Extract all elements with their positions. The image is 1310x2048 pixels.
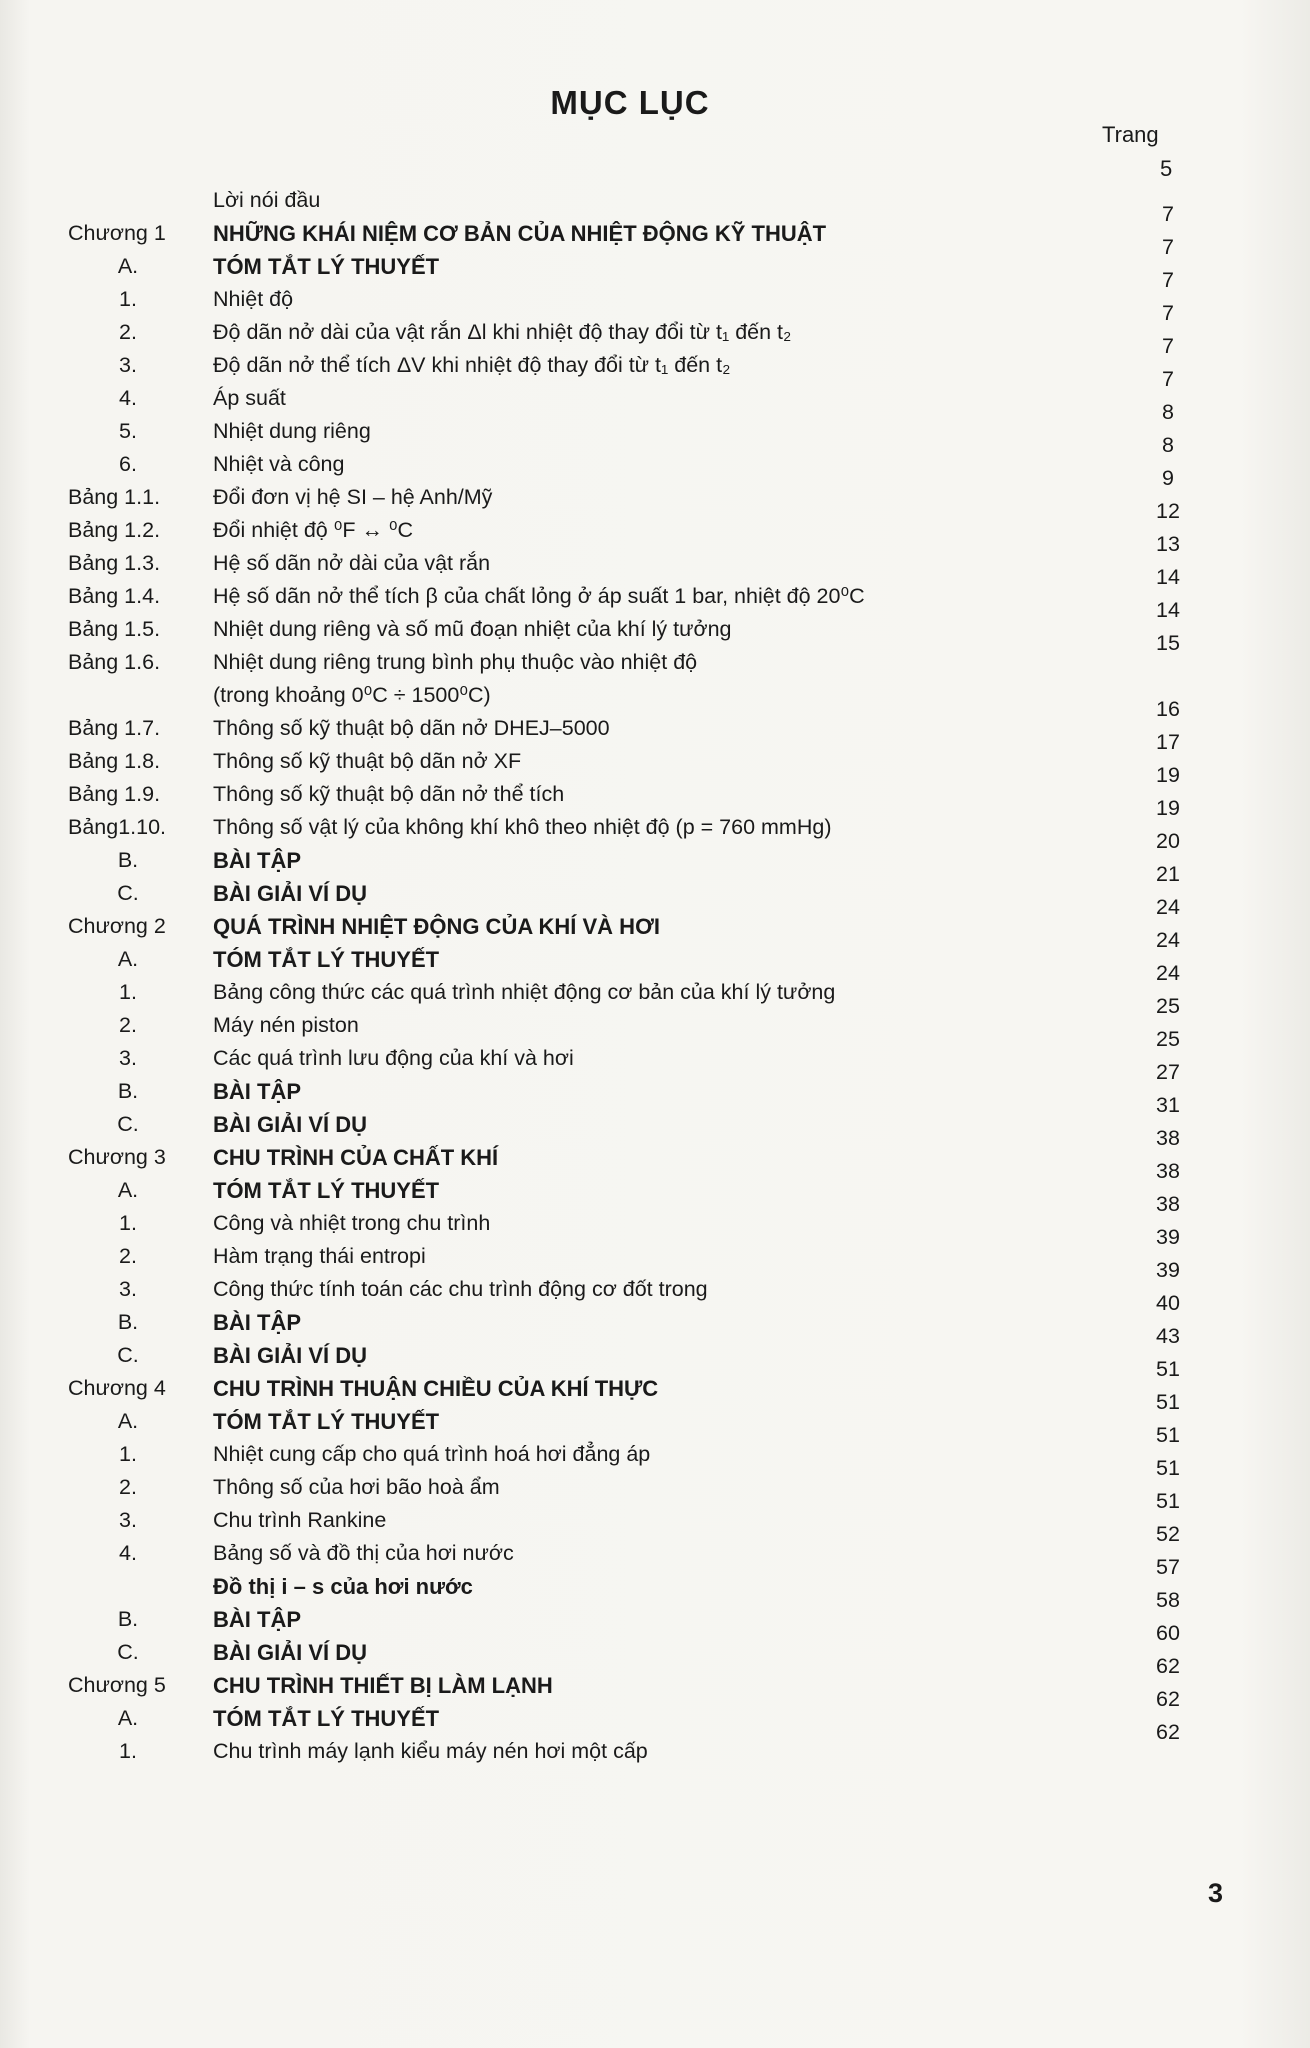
toc-entry: [0, 646, 1310, 721]
first-page-number: 5: [1160, 156, 1173, 181]
toc-entry-title-line: Độ dãn nở dài của vật rắn Δl khi nhiệt độ thay đổi từ t₁ đến t₂: [213, 320, 792, 344]
toc-entry-number: Bảng 1.9.: [68, 782, 161, 806]
toc-entry-title-line: TÓM TẮT LÝ THUYẾT: [213, 254, 440, 279]
toc-entry-page: 20: [1156, 829, 1180, 853]
toc-entry-title-line: (trong khoảng 0⁰C ÷ 1500⁰C): [213, 683, 491, 707]
toc-entry-number: B.: [117, 1079, 139, 1103]
toc-entry-number: 3.: [119, 1277, 137, 1301]
toc-entry-title-line: BÀI TẬP: [213, 848, 301, 873]
toc-entry-title: [213, 1372, 1113, 1405]
toc-entry: [0, 1009, 1310, 1051]
toc-entry: [0, 1042, 1310, 1084]
toc-entry-page: 7: [1162, 334, 1174, 358]
toc-entry-title-line: Nhiệt cung cấp cho quá trình hoá hơi đẳng áp: [213, 1442, 651, 1466]
toc-entry-number: C.: [117, 1343, 139, 1367]
toc-entry-number: B.: [117, 848, 139, 872]
toc-entry-title-line: BÀI TẬP: [213, 1310, 301, 1335]
toc-entry-number: Chương 2: [68, 914, 166, 938]
toc-entry: [0, 1174, 1310, 1216]
toc-entry-title-line: BÀI TẬP: [213, 1079, 301, 1104]
toc-entry-title: [213, 1471, 1113, 1504]
toc-entry-page: 7: [1162, 367, 1174, 391]
toc-entry-number: A.: [117, 1178, 139, 1202]
toc-entry-title-line: Thông số kỹ thuật bộ dãn nở thể tích: [213, 782, 565, 806]
toc-entry: [0, 448, 1310, 490]
toc-entry-number: Bảng1.10.: [68, 815, 167, 839]
toc-entry-page: 51: [1156, 1357, 1180, 1381]
toc-entry: [0, 1570, 1310, 1612]
toc-entry-title: [213, 1405, 1113, 1438]
toc-entry: [0, 547, 1310, 589]
toc-entry: [0, 712, 1310, 754]
toc-entry-title: [213, 613, 1113, 646]
toc-entry-number: A.: [117, 254, 139, 278]
toc-entry-title-line: Công thức tính toán các chu trình động cơ đốt trong: [213, 1277, 708, 1301]
toc-entry-number: 3.: [119, 353, 137, 377]
toc-entry-page: 51: [1156, 1456, 1180, 1480]
toc-entry-title: [213, 1636, 1113, 1669]
toc-entry-title: [213, 580, 1113, 613]
toc-entry: [0, 580, 1310, 622]
toc-entry-title-line: Nhiệt và công: [213, 452, 345, 476]
toc-entry-title-line: Đổi đơn vị hệ SI – hệ Anh/Mỹ: [213, 485, 493, 509]
toc-entry-title: [213, 547, 1113, 580]
toc-entry-title: [213, 1537, 1113, 1570]
toc-entry-title: [213, 448, 1113, 481]
toc-entry-title-line: Nhiệt dung riêng: [213, 419, 371, 443]
toc-entry-page: 15: [1156, 631, 1180, 655]
toc-entry-page: 21: [1156, 862, 1180, 886]
toc-entry-title-line: TÓM TẮT LÝ THUYẾT: [213, 947, 440, 972]
toc-entry-number: Bảng 1.8.: [68, 749, 161, 773]
toc-entry-title: [213, 1075, 1113, 1108]
toc-entry-title-line: QUÁ TRÌNH NHIỆT ĐỘNG CỦA KHÍ VÀ HƠI: [213, 914, 660, 939]
toc-entry: [0, 1207, 1310, 1249]
toc-entry-number: Chương 1: [68, 221, 166, 245]
toc-entry: [0, 745, 1310, 787]
toc-entry-title: [213, 283, 1113, 316]
toc-entry-number: 1.: [119, 1442, 137, 1466]
toc-entry: [0, 778, 1310, 820]
toc-entry-title: [213, 1207, 1113, 1240]
toc-entry-number: Bảng 1.6.: [68, 650, 161, 674]
toc-entry: [0, 1735, 1310, 1768]
toc-entry-title: [213, 877, 1113, 910]
toc-entry-number: 2.: [119, 1013, 137, 1037]
toc-entry-title-line: CHU TRÌNH CỦA CHẤT KHÍ: [213, 1145, 499, 1170]
toc-entry: [0, 349, 1310, 391]
toc-entry-title: [213, 646, 1113, 712]
toc-entry-title-line: Thông số kỹ thuật bộ dãn nở XF: [213, 749, 522, 773]
toc-entry-title-line: Hàm trạng thái entropi: [213, 1244, 426, 1268]
toc-entry-title: [213, 943, 1113, 976]
toc-entry-title: [213, 778, 1113, 811]
toc-entry-page: 7: [1162, 235, 1174, 259]
toc-entry: [0, 1504, 1310, 1546]
toc-entry-number: Bảng 1.2.: [68, 518, 161, 542]
toc-entry-page: 24: [1156, 961, 1180, 985]
toc-entry-page: 51: [1156, 1489, 1180, 1513]
toc-entry-title: [213, 250, 1113, 283]
toc-entry: [0, 1669, 1310, 1711]
toc-entry-page: 51: [1156, 1423, 1180, 1447]
toc-entry-page: 38: [1156, 1126, 1180, 1150]
toc-entry-number: 1.: [119, 980, 137, 1004]
toc-entry: [0, 1405, 1310, 1447]
toc-entry-page: 7: [1162, 202, 1174, 226]
toc-entry-title: [213, 184, 1113, 217]
toc-entry: [0, 1471, 1310, 1513]
toc-entry-title-line: CHU TRÌNH THIẾT BỊ LÀM LẠNH: [213, 1673, 553, 1698]
toc-entry-title-line: Nhiệt dung riêng trung bình phụ thuộc vào nhiệt độ: [213, 650, 698, 674]
toc-entry-title: [213, 745, 1113, 778]
toc-entry-title-line: Chu trình Rankine: [213, 1508, 387, 1532]
toc-entry: [0, 1240, 1310, 1282]
toc-entry-title-line: Hệ số dãn nở dài của vật rắn: [213, 551, 491, 575]
toc-entry-page: 16: [1156, 697, 1180, 721]
toc-entry-page: 14: [1156, 598, 1180, 622]
toc-entry-title-line: CHU TRÌNH THUẬN CHIỀU CỦA KHÍ THỰC: [213, 1376, 659, 1401]
toc-entry-page: 7: [1162, 301, 1174, 325]
toc-entry-number: 4.: [119, 1541, 137, 1565]
toc-entry-page: 60: [1156, 1621, 1180, 1645]
toc-entry-number: Chương 3: [68, 1145, 166, 1169]
toc-entry-number: Chương 4: [68, 1376, 166, 1400]
toc-entry-title-line: BÀI TẬP: [213, 1607, 301, 1632]
toc-entry-page: 24: [1156, 895, 1180, 919]
toc-entry-title-line: Bảng số và đồ thị của hơi nước: [213, 1541, 514, 1565]
toc-entry-number: Chương 5: [68, 1673, 166, 1697]
toc-entry: [0, 1273, 1310, 1315]
toc-entry-number: C.: [117, 1112, 139, 1136]
toc-entry-page: 9: [1162, 466, 1174, 490]
toc-entry-number: 5.: [119, 419, 137, 443]
toc-entry-page: 27: [1156, 1060, 1180, 1084]
toc-entry-page: 39: [1156, 1225, 1180, 1249]
toc-entry-number: 2.: [119, 1244, 137, 1268]
page-number: 3: [1208, 1878, 1224, 1908]
toc-entry-title-line: BÀI GIẢI VÍ DỤ: [213, 1640, 368, 1665]
toc-entry-page: 31: [1156, 1093, 1180, 1117]
toc-entry-title-line: Áp suất: [213, 386, 286, 410]
toc-entry-title-line: BÀI GIẢI VÍ DỤ: [213, 1343, 368, 1368]
toc-entry: [0, 844, 1310, 886]
toc-entry: [0, 1636, 1310, 1678]
toc-entry-title-line: Công và nhiệt trong chu trình: [213, 1211, 491, 1235]
toc-entry-title-line: Thông số kỹ thuật bộ dãn nở DHEJ–5000: [213, 716, 610, 740]
toc-entry: [0, 382, 1310, 424]
toc-entry-page: 8: [1162, 400, 1174, 424]
toc-entry-number: Bảng 1.4.: [68, 584, 161, 608]
toc-entry-number: 1.: [119, 287, 137, 311]
toc-entry-title: [213, 382, 1113, 415]
page-title: MỤC LỤC: [550, 84, 710, 121]
toc-entry-title: [213, 910, 1113, 943]
toc-entry-page: 8: [1162, 433, 1174, 457]
toc-entry-page: 52: [1156, 1522, 1180, 1546]
toc-entry-page: 57: [1156, 1555, 1180, 1579]
toc-entry-title-line: Đổi nhiệt độ ⁰F ↔ ⁰C: [213, 518, 414, 542]
toc-entry-number: 4.: [119, 386, 137, 410]
toc-entry-page: 7: [1162, 268, 1174, 292]
toc-entry: [0, 613, 1310, 655]
toc-entry-title-line: Nhiệt độ: [213, 287, 294, 311]
toc-entry-number: Bảng 1.5.: [68, 617, 161, 641]
toc-entry-title: [213, 1504, 1113, 1537]
toc-entry-title-line: Lời nói đầu: [213, 188, 321, 212]
toc-entry: [0, 1141, 1310, 1183]
toc-entry-title-line: TÓM TẮT LÝ THUYẾT: [213, 1178, 440, 1203]
toc-entry: [0, 1075, 1310, 1117]
toc-entry-page: 13: [1156, 532, 1180, 556]
toc-entry-title-line: Thông số của hơi bão hoà ẩm: [213, 1475, 500, 1499]
toc-entry: [0, 1339, 1310, 1381]
toc-entry-title: [213, 481, 1113, 514]
toc-entry-number: 1.: [119, 1211, 137, 1235]
toc-entry-title: [213, 1009, 1113, 1042]
toc-entry-number: 6.: [119, 452, 137, 476]
toc-entry-number: A.: [117, 1409, 139, 1433]
toc-entry: [0, 184, 1310, 226]
toc-entry-number: A.: [117, 947, 139, 971]
toc-entry-title: [213, 1306, 1113, 1339]
toc-entry-title: [213, 1702, 1113, 1735]
toc-entry-title-line: TÓM TẮT LÝ THUYẾT: [213, 1409, 440, 1434]
toc-entry-title: [213, 514, 1113, 547]
toc-entry-page: 51: [1156, 1390, 1180, 1414]
toc-entry-title: [213, 1042, 1113, 1075]
toc-entry-page: 40: [1156, 1291, 1180, 1315]
toc-entry-page: 17: [1156, 730, 1180, 754]
toc-entry-number: C.: [117, 1640, 139, 1664]
toc-entry-number: C.: [117, 881, 139, 905]
toc-entry-page: 62: [1156, 1654, 1180, 1678]
toc-entry-title-line: Các quá trình lưu động của khí và hơi: [213, 1046, 574, 1070]
toc-entry-title: [213, 1240, 1113, 1273]
toc-entry-title: [213, 1108, 1113, 1141]
toc-entry: [0, 217, 1310, 259]
toc-entry-title-line: Thông số vật lý của không khí khô theo nhiệt độ (p = 760 mmHg): [213, 815, 832, 839]
toc-entry-title: [213, 976, 1113, 1009]
toc-entry-page: 19: [1156, 796, 1180, 820]
toc-entry-title-line: Hệ số dãn nở thể tích β của chất lỏng ở áp suất 1 bar, nhiệt độ 20⁰C: [213, 584, 865, 608]
toc-entry: [0, 1438, 1310, 1480]
toc-entry: [0, 316, 1310, 358]
toc-entry-title-line: TÓM TẮT LÝ THUYẾT: [213, 1706, 440, 1731]
toc-entry-number: B.: [117, 1310, 139, 1334]
toc-entry-number: B.: [117, 1607, 139, 1631]
toc-entry-number: Bảng 1.3.: [68, 551, 161, 575]
toc-entry: [0, 976, 1310, 1018]
toc-entry-number: Bảng 1.1.: [68, 485, 161, 509]
toc-entry: [0, 1603, 1310, 1645]
toc-entry-title-line: Chu trình máy lạnh kiểu máy nén hơi một cấp: [213, 1739, 648, 1763]
toc-entry-number: 2.: [119, 320, 137, 344]
toc-entry-page: 25: [1156, 1027, 1180, 1051]
toc-entry-page: 39: [1156, 1258, 1180, 1282]
toc-entry-title: [213, 349, 1113, 382]
toc-entry: [0, 943, 1310, 985]
toc-entry: [0, 1537, 1310, 1579]
toc-entry: [0, 1372, 1310, 1414]
toc-entry: [0, 283, 1310, 325]
toc-entry-title: [213, 1339, 1113, 1372]
toc-entry-page: 38: [1156, 1192, 1180, 1216]
toc-entry-page: 24: [1156, 928, 1180, 952]
toc-entry-title-line: Máy nén piston: [213, 1013, 359, 1037]
toc-entry-number: 3.: [119, 1046, 137, 1070]
toc-entry-number: 1.: [119, 1739, 137, 1763]
toc-entry-page: 14: [1156, 565, 1180, 589]
toc-entry-number: 3.: [119, 1508, 137, 1532]
toc-entry: [0, 481, 1310, 523]
toc-entry: [0, 910, 1310, 952]
toc-entry-page: 62: [1156, 1687, 1180, 1711]
toc-entry-title: [213, 1603, 1113, 1636]
toc-entry-title: [213, 415, 1113, 448]
toc-entry-title: [213, 1141, 1113, 1174]
page-column-label: Trang: [1102, 122, 1159, 147]
toc-entry-title-line: Bảng công thức các quá trình nhiệt động cơ bản của khí lý tưởng: [213, 980, 836, 1004]
toc-entry-number: 2.: [119, 1475, 137, 1499]
toc-entry-page: 38: [1156, 1159, 1180, 1183]
toc-entry-page: 19: [1156, 763, 1180, 787]
toc-entry-number: A.: [117, 1706, 139, 1730]
toc-entry-title: [213, 1174, 1113, 1207]
toc-entry: [0, 415, 1310, 457]
toc-entry-page: 12: [1156, 499, 1180, 523]
toc-entry-title: [213, 712, 1113, 745]
toc-entry-title: [213, 316, 1113, 349]
table-of-contents: [0, 184, 1310, 1768]
toc-entry-title: [213, 217, 1113, 250]
toc-entry-page: 25: [1156, 994, 1180, 1018]
toc-entry: [0, 250, 1310, 292]
toc-entry-page: 58: [1156, 1588, 1180, 1612]
toc-entry-title-line: Đồ thị i – s của hơi nước: [213, 1574, 473, 1599]
toc-entry: [0, 811, 1310, 853]
toc-entry: [0, 1306, 1310, 1348]
toc-entry-title: [213, 1570, 1113, 1603]
toc-entry-page: 43: [1156, 1324, 1180, 1348]
toc-entry-title: [213, 1735, 1113, 1768]
toc-entry: [0, 1702, 1310, 1744]
toc-entry: [0, 877, 1310, 919]
toc-entry-title-line: Độ dãn nở thể tích ΔV khi nhiệt độ thay đổi từ t₁ đến t₂: [213, 353, 731, 377]
toc-entry-title-line: BÀI GIẢI VÍ DỤ: [213, 881, 368, 906]
toc-entry-title-line: Nhiệt dung riêng và số mũ đoạn nhiệt của khí lý tưởng: [213, 617, 732, 641]
toc-entry-title: [213, 1669, 1113, 1702]
toc-entry: [0, 514, 1310, 556]
toc-entry: [0, 1108, 1310, 1150]
toc-entry-title: [213, 844, 1113, 877]
toc-entry-title: [213, 1438, 1113, 1471]
toc-entry-page: 62: [1156, 1720, 1180, 1744]
toc-entry-title: [213, 811, 1113, 844]
toc-entry-number: Bảng 1.7.: [68, 716, 161, 740]
toc-entry-title-line: NHỮNG KHÁI NIỆM CƠ BẢN CỦA NHIỆT ĐỘNG KỸ THUẬT: [213, 221, 827, 246]
toc-entry-title: [213, 1273, 1113, 1306]
toc-entry-title-line: BÀI GIẢI VÍ DỤ: [213, 1112, 368, 1137]
